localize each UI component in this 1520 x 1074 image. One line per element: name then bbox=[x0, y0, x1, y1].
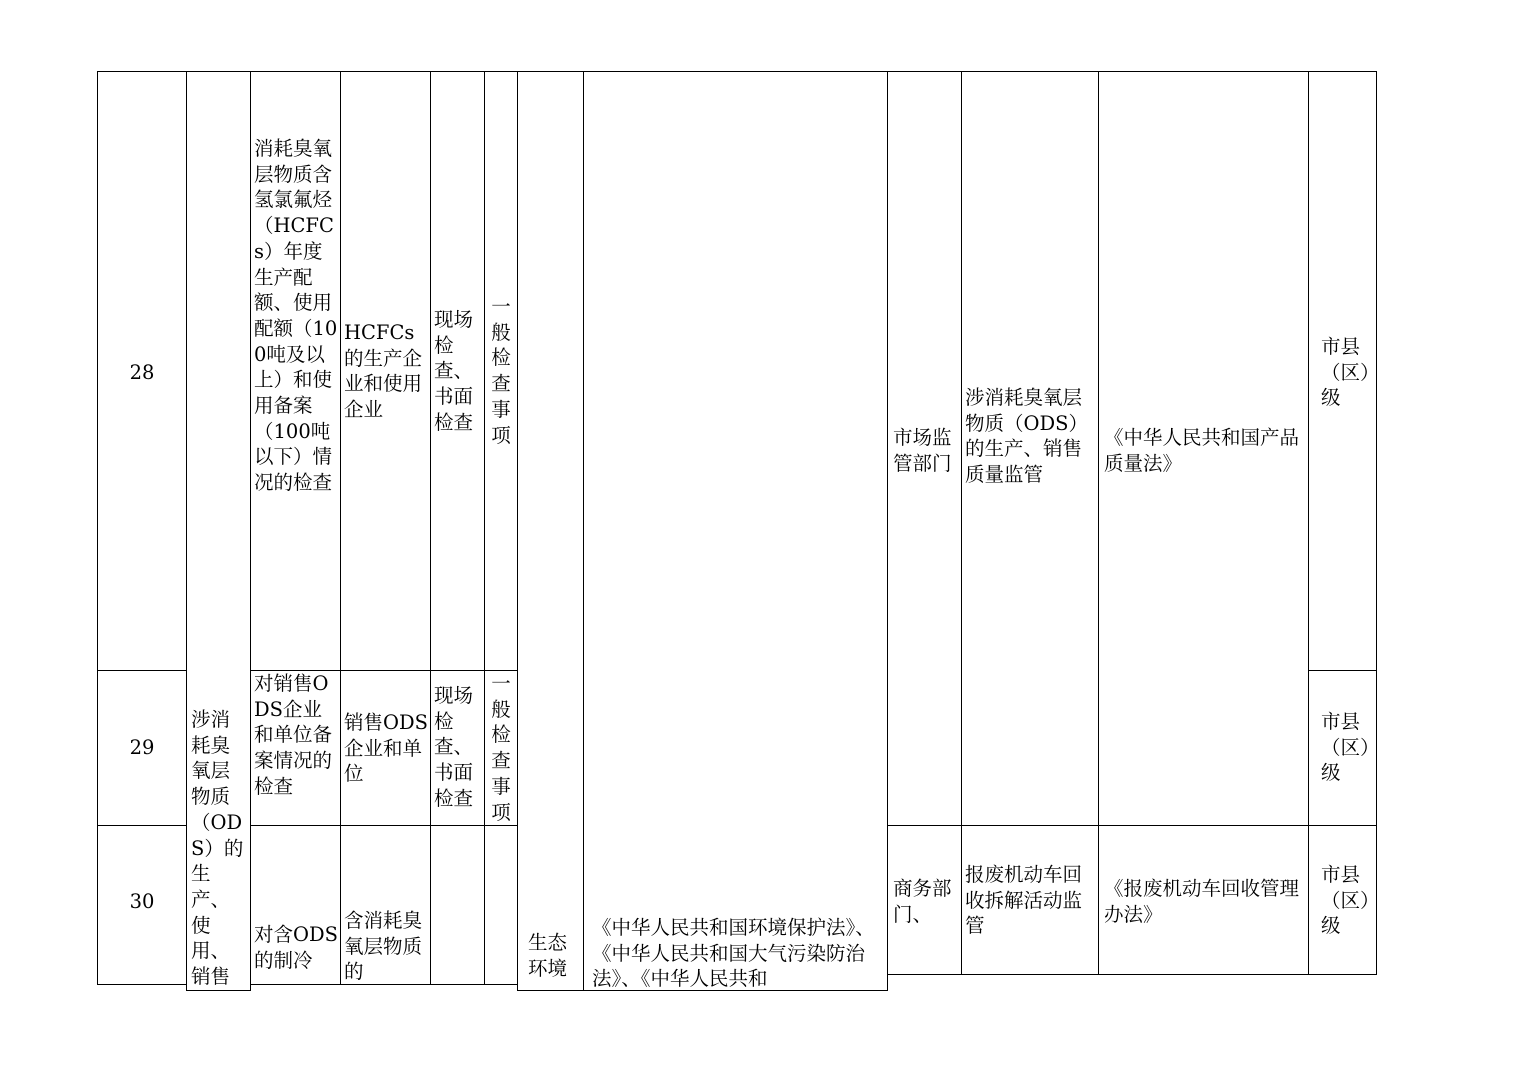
coop-dept-a-cell bbox=[887, 71, 962, 826]
row-30-object-cell bbox=[340, 825, 431, 985]
row-28-type-cell bbox=[484, 71, 518, 671]
row-29-item-cell bbox=[250, 670, 341, 826]
row-30-type-cell bbox=[484, 825, 518, 985]
coop-department: 市场监管部门 bbox=[893, 426, 952, 475]
inspection-item: 消耗臭氧层物质含氢氯氟烃（HCFCs）年度生产配额、使用配额（100吨及以上）和使用备案（100吨以下）情况的检查 bbox=[254, 137, 338, 495]
department-cell bbox=[517, 71, 584, 991]
row-28-number-cell bbox=[97, 71, 187, 671]
admin-level: 市县（区）级 bbox=[1321, 335, 1370, 410]
coop-dept-b-cell bbox=[887, 825, 962, 975]
row-29-method-cell bbox=[430, 670, 485, 826]
inspection-type: 一般检查事项 bbox=[491, 672, 511, 824]
coop-law-b-cell bbox=[1098, 825, 1309, 975]
row-28-level-cell bbox=[1308, 71, 1377, 671]
legal-basis-cell bbox=[583, 71, 888, 991]
category-cell bbox=[186, 71, 251, 991]
row-30-level-cell bbox=[1308, 825, 1377, 975]
row-29-object-cell bbox=[340, 670, 431, 826]
row-30-number-cell bbox=[97, 825, 187, 985]
coop-law-a-cell bbox=[1098, 71, 1309, 826]
row-28-method-cell bbox=[430, 71, 485, 671]
coop-law: 《中华人民共和国产品质量法》 bbox=[1104, 426, 1300, 475]
inspection-type: 一般检查事项 bbox=[491, 295, 511, 447]
coop-duty: 报废机动车回收拆解活动监管 bbox=[965, 863, 1083, 938]
row-number: 28 bbox=[129, 361, 155, 384]
row-29-level-cell bbox=[1308, 670, 1377, 826]
row-30-item-cell bbox=[250, 825, 341, 985]
row-30-method-cell bbox=[430, 825, 485, 985]
row-number: 30 bbox=[129, 890, 155, 913]
inspection-item: 对含ODS的制冷 bbox=[254, 923, 338, 972]
coop-duty-a-cell bbox=[961, 71, 1099, 826]
inspection-method: 现场检查、书面检查 bbox=[434, 308, 474, 434]
inspection-object: 含消耗臭氧层物质的 bbox=[344, 909, 423, 984]
legal-basis: 《中华人民共和国环境保护法》、《中华人民共和国大气污染防治法》、《中华人民共和 bbox=[592, 916, 875, 991]
inspection-method: 现场检查、书面检查 bbox=[434, 684, 474, 810]
admin-level: 市县（区）级 bbox=[1321, 863, 1370, 938]
coop-duty-b-cell bbox=[961, 825, 1099, 975]
coop-duty: 涉消耗臭氧层物质（ODS）的生产、销售质量监管 bbox=[965, 386, 1088, 487]
coop-law: 《报废机动车回收管理办法》 bbox=[1104, 877, 1300, 926]
row-28-item-cell bbox=[250, 71, 341, 671]
inspection-table bbox=[97, 71, 1377, 991]
inspection-item: 对销售ODS企业和单位备案情况的检查 bbox=[254, 672, 333, 798]
object-category: 涉消耗臭氧层物质（ODS）的生产、使用、销售 bbox=[191, 708, 244, 989]
row-29-number-cell bbox=[97, 670, 187, 826]
row-29-type-cell bbox=[484, 670, 518, 826]
responsible-department: 生态环境 bbox=[528, 931, 568, 980]
row-28-object-cell bbox=[340, 71, 431, 671]
coop-department: 商务部门、 bbox=[893, 877, 952, 926]
inspection-object: HCFCs的生产企业和使用企业 bbox=[344, 321, 423, 422]
inspection-object: 销售ODS企业和单位 bbox=[344, 711, 428, 786]
row-number: 29 bbox=[129, 736, 155, 759]
admin-level: 市县（区）级 bbox=[1321, 710, 1370, 785]
